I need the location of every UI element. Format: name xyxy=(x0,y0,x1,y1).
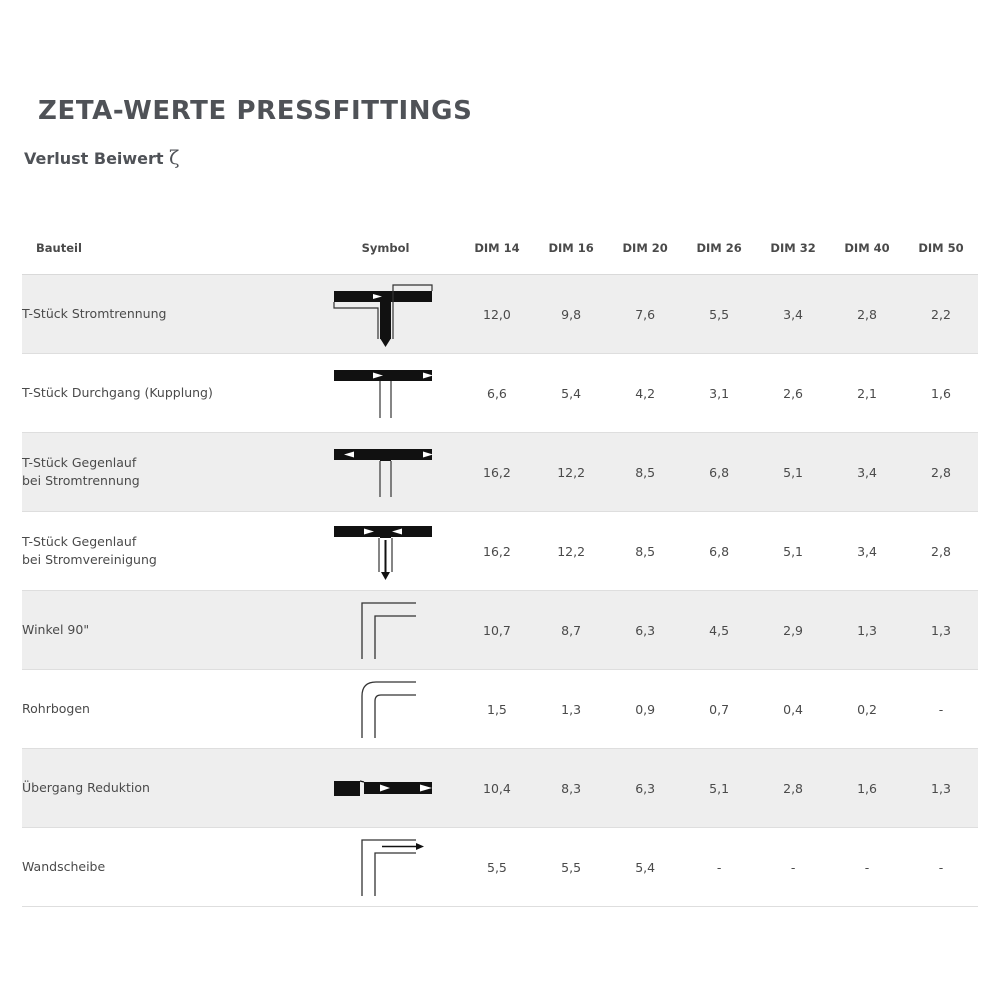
header-dim-14: DIM 14 xyxy=(460,222,534,275)
cell-value: 2,2 xyxy=(904,275,978,354)
cell-value: 2,8 xyxy=(904,433,978,512)
cell-bauteil: T-Stück Durchgang (Kupplung) xyxy=(22,354,311,433)
tee-counterflow-merge-icon xyxy=(320,514,452,586)
header-dim-32: DIM 32 xyxy=(756,222,830,275)
reducer-transition-icon xyxy=(320,751,452,823)
table-row xyxy=(22,828,978,907)
cell-value: 1,3 xyxy=(904,591,978,670)
tee-counterflow-split-icon xyxy=(320,435,452,507)
cell-value: 16,2 xyxy=(460,512,534,591)
cell-value: 5,5 xyxy=(534,828,608,907)
cell-symbol xyxy=(311,591,460,670)
cell-value: 3,4 xyxy=(830,433,904,512)
cell-value: 0,2 xyxy=(830,670,904,749)
cell-value: 6,8 xyxy=(682,433,756,512)
cell-value: 8,7 xyxy=(534,591,608,670)
tee-straight-through-icon xyxy=(320,356,452,428)
cell-value: 3,4 xyxy=(830,512,904,591)
cell-value: 5,4 xyxy=(534,354,608,433)
subtitle-text: Verlust Beiwert xyxy=(24,149,164,168)
header-dim-40: DIM 40 xyxy=(830,222,904,275)
cell-value: - xyxy=(682,828,756,907)
cell-value: 12,0 xyxy=(460,275,534,354)
cell-value: - xyxy=(904,670,978,749)
cell-value: 2,6 xyxy=(756,354,830,433)
cell-bauteil-line2: bei Stromvereinigung xyxy=(22,552,157,567)
cell-symbol xyxy=(311,275,460,354)
cell-value: 8,3 xyxy=(534,749,608,828)
tee-branch-split-icon xyxy=(320,277,452,349)
cell-value: 4,2 xyxy=(608,354,682,433)
cell-value: 12,2 xyxy=(534,512,608,591)
cell-value: 1,5 xyxy=(460,670,534,749)
header-dim-50: DIM 50 xyxy=(904,222,978,275)
wall-plate-icon xyxy=(320,830,452,902)
cell-value: 2,8 xyxy=(756,749,830,828)
cell-symbol xyxy=(311,433,460,512)
cell-value: 16,2 xyxy=(460,433,534,512)
cell-value: 5,5 xyxy=(682,275,756,354)
cell-value: 5,5 xyxy=(460,828,534,907)
cell-value: 6,3 xyxy=(608,749,682,828)
cell-value: 1,6 xyxy=(904,354,978,433)
cell-value: 1,3 xyxy=(534,670,608,749)
cell-value: 3,4 xyxy=(756,275,830,354)
table-header-row xyxy=(22,222,978,275)
cell-value: 2,9 xyxy=(756,591,830,670)
cell-bauteil: Übergang Reduktion xyxy=(22,749,311,828)
cell-bauteil xyxy=(22,433,311,512)
pipe-bend-icon xyxy=(320,672,452,744)
table-row xyxy=(22,670,978,749)
zeta-values-table xyxy=(22,222,978,907)
cell-value: - xyxy=(830,828,904,907)
cell-bauteil: T-Stück Stromtrennung xyxy=(22,275,311,354)
cell-value: 5,1 xyxy=(682,749,756,828)
cell-value: 0,7 xyxy=(682,670,756,749)
header-dim-16: DIM 16 xyxy=(534,222,608,275)
cell-value: 9,8 xyxy=(534,275,608,354)
cell-value: 5,1 xyxy=(756,512,830,591)
cell-symbol xyxy=(311,670,460,749)
header-symbol: Symbol xyxy=(311,222,460,275)
header-bauteil: Bauteil xyxy=(22,222,311,275)
cell-bauteil: Winkel 90" xyxy=(22,591,311,670)
cell-value: 3,1 xyxy=(682,354,756,433)
cell-symbol xyxy=(311,512,460,591)
cell-symbol xyxy=(311,354,460,433)
page-title: ZETA-WERTE PRESSFITTINGS xyxy=(38,96,473,126)
table-row xyxy=(22,591,978,670)
table-row xyxy=(22,354,978,433)
cell-value: 5,4 xyxy=(608,828,682,907)
elbow-90-icon xyxy=(320,593,452,665)
cell-value: 4,5 xyxy=(682,591,756,670)
cell-value: 2,1 xyxy=(830,354,904,433)
cell-value: - xyxy=(904,828,978,907)
table-header xyxy=(22,222,978,275)
cell-bauteil-line1: T-Stück Gegenlauf xyxy=(22,454,137,470)
cell-bauteil: Wandscheibe xyxy=(22,828,311,907)
cell-value: 1,3 xyxy=(904,749,978,828)
cell-symbol xyxy=(311,749,460,828)
header-dim-20: DIM 20 xyxy=(608,222,682,275)
cell-value: 12,2 xyxy=(534,433,608,512)
zeta-symbol: ζ xyxy=(169,147,180,169)
cell-value: 10,4 xyxy=(460,749,534,828)
cell-value: 10,7 xyxy=(460,591,534,670)
cell-value: 8,5 xyxy=(608,433,682,512)
cell-value: 6,8 xyxy=(682,512,756,591)
cell-value: 1,3 xyxy=(830,591,904,670)
table-row xyxy=(22,749,978,828)
page-subtitle xyxy=(24,147,179,169)
cell-value: 2,8 xyxy=(830,275,904,354)
cell-value: 8,5 xyxy=(608,512,682,591)
cell-value: 0,4 xyxy=(756,670,830,749)
cell-value: 7,6 xyxy=(608,275,682,354)
cell-value: 0,9 xyxy=(608,670,682,749)
table-body xyxy=(22,275,978,907)
table-row xyxy=(22,275,978,354)
cell-value: 6,6 xyxy=(460,354,534,433)
table-row xyxy=(22,512,978,591)
cell-value: 6,3 xyxy=(608,591,682,670)
cell-bauteil xyxy=(22,512,311,591)
cell-symbol xyxy=(311,828,460,907)
cell-bauteil: Rohrbogen xyxy=(22,670,311,749)
cell-bauteil-line1: T-Stück Gegenlauf xyxy=(22,533,137,549)
cell-value: - xyxy=(756,828,830,907)
table-row xyxy=(22,433,978,512)
header-dim-26: DIM 26 xyxy=(682,222,756,275)
cell-value: 5,1 xyxy=(756,433,830,512)
cell-bauteil-line2: bei Stromtrennung xyxy=(22,473,140,488)
cell-value: 1,6 xyxy=(830,749,904,828)
cell-value: 2,8 xyxy=(904,512,978,591)
